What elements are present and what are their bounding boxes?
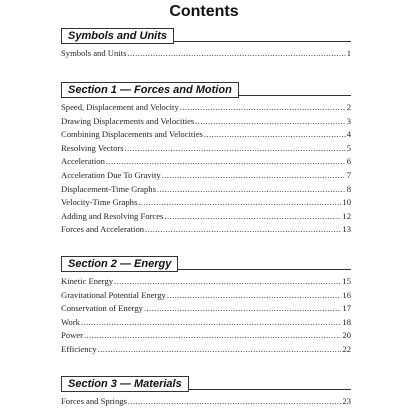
toc-entry-label: Velocity-Time Graphs: [61, 197, 138, 208]
dot-leader: [145, 223, 341, 237]
toc-entry-page: 12: [342, 210, 351, 221]
toc-entry-label: Kinetic Energy: [61, 276, 114, 286]
dot-leader: [81, 316, 342, 330]
toc-entry[interactable]: [61, 101, 351, 115]
toc-entry-page: 16: [342, 289, 351, 300]
toc-entry-page: 20: [342, 330, 351, 341]
toc-entry-label: Forces and Acceleration: [61, 224, 145, 235]
toc-entry-page: 7: [346, 169, 351, 180]
toc-entry[interactable]: [61, 343, 351, 357]
toc-entry-label: Gravitational Potential Energy: [61, 289, 166, 300]
toc-entry[interactable]: [61, 223, 351, 237]
section-header: [61, 254, 351, 270]
toc-entry-label: Forces and Springs: [61, 396, 127, 406]
toc-entry[interactable]: [61, 183, 351, 197]
toc-entry-page: 1: [346, 48, 351, 58]
dot-leader: [144, 302, 341, 316]
toc-entry[interactable]: [61, 316, 351, 330]
toc-entry-label: Power: [61, 330, 83, 341]
section-forces-and-motion: [61, 80, 351, 237]
toc-entry[interactable]: [61, 196, 351, 210]
dot-leader: [106, 155, 346, 169]
dot-leader: [167, 289, 342, 303]
toc-entry-label: Drawing Displacements and Velocities: [61, 115, 195, 126]
dot-leader: [125, 142, 346, 156]
toc-entry-page: 3: [346, 115, 351, 126]
toc-entry[interactable]: [61, 142, 351, 156]
toc-entry-label: Combining Displacements and Velocities: [61, 129, 203, 140]
dot-leader: [98, 343, 342, 357]
dot-leader: [164, 210, 341, 224]
section-heading: Section 3 — Materials: [61, 376, 189, 392]
dot-leader: [114, 275, 341, 289]
toc-entry-label: Acceleration Due To Gravity: [61, 169, 161, 180]
section-symbols-and-units: [61, 26, 351, 61]
toc-entry-page: 23: [342, 396, 351, 406]
dot-leader: [128, 395, 342, 409]
toc-entry-page: 15: [342, 276, 351, 286]
toc-entry-page: 10: [342, 197, 351, 208]
toc-entry-label: Acceleration: [61, 156, 105, 167]
dot-leader: [127, 47, 345, 61]
toc-entry[interactable]: [61, 395, 351, 409]
toc-entry-page: 5: [346, 142, 351, 153]
section-heading: Section 2 — Energy: [61, 256, 178, 272]
toc-entry-page: 18: [342, 316, 351, 327]
section-heading: Symbols and Units: [61, 28, 174, 44]
section-heading: Section 1 — Forces and Motion: [61, 82, 239, 98]
toc-entry-label: Resolving Vectors: [61, 142, 124, 153]
toc-entry-page: 17: [342, 303, 351, 314]
toc-entry[interactable]: [61, 128, 351, 142]
section-energy: [61, 254, 351, 357]
toc-entry-page: 22: [342, 343, 351, 354]
page-title: Contents: [169, 3, 239, 20]
section-materials: [61, 374, 351, 409]
dot-leader: [157, 183, 346, 197]
toc-entry-label: Efficiency: [61, 343, 97, 354]
section-header: [61, 374, 351, 390]
toc-entry-page: 4: [346, 129, 351, 140]
toc-entry-page: 8: [346, 183, 351, 194]
toc-entry-label: Symbols and Units: [61, 48, 127, 58]
toc-entry-label: Conservation of Energy: [61, 303, 143, 314]
toc-entry[interactable]: [61, 115, 351, 129]
toc-entry[interactable]: [61, 289, 351, 303]
toc-entry[interactable]: [61, 275, 351, 289]
toc-entry[interactable]: [61, 169, 351, 183]
toc-entry-page: 13: [342, 224, 351, 235]
toc-entry-label: Adding and Resolving Forces: [61, 210, 164, 221]
toc-entry-label: Work: [61, 316, 80, 327]
dot-leader: [162, 169, 346, 183]
dot-leader: [195, 115, 345, 129]
toc-entry-label: Speed, Displacement and Velocity: [61, 102, 179, 112]
toc-entry-page: 6: [346, 156, 351, 167]
dot-leader: [138, 196, 341, 210]
toc-entry-label: Displacement-Time Graphs: [61, 183, 156, 194]
toc-entry[interactable]: [61, 302, 351, 316]
toc-entry[interactable]: [61, 47, 351, 61]
section-header: [61, 80, 351, 96]
toc-entry[interactable]: [61, 329, 351, 343]
dot-leader: [204, 128, 346, 142]
toc-entry[interactable]: [61, 210, 351, 224]
toc-entry-page: 2: [346, 102, 351, 112]
dot-leader: [180, 101, 346, 115]
toc-entry[interactable]: [61, 155, 351, 169]
dot-leader: [84, 329, 341, 343]
section-header: [61, 26, 351, 42]
